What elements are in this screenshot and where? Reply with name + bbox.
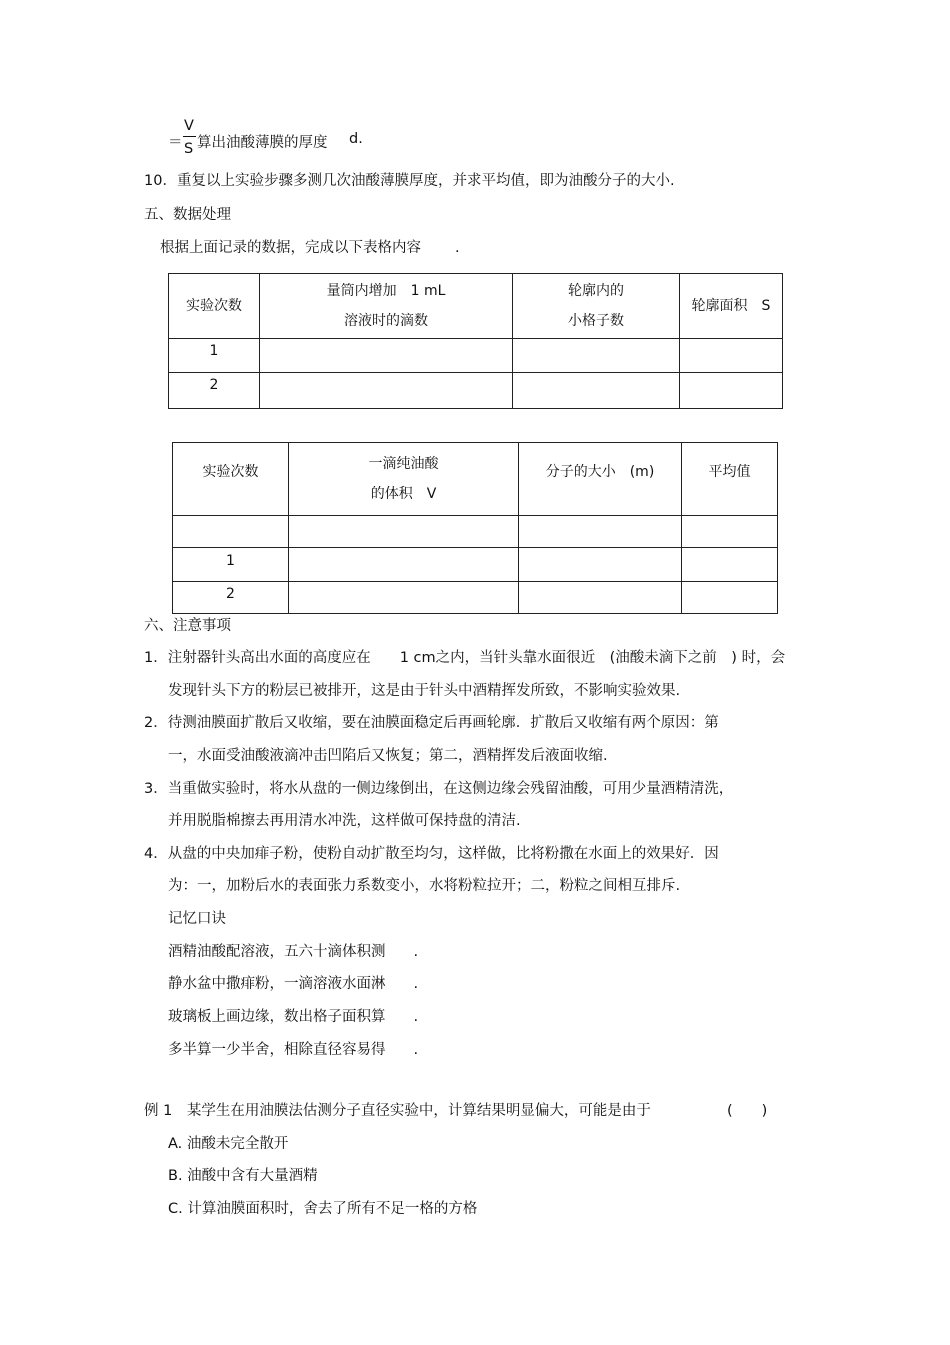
- mnemonic-title: 记忆口诀: [168, 911, 226, 927]
- note-2-line-2: 一，水面受油酸液滴冲击凹陷后又恢复；第二，酒精挥发后液面收缩.: [168, 748, 608, 764]
- table-cell: [289, 548, 519, 582]
- answer-blank: ( ): [727, 1103, 768, 1119]
- note-4-line-1: 4．从盘的中央加痱子粉，使粉自动扩散至均匀，这样做，比将粉撒在水面上的效果好．因: [144, 846, 719, 862]
- intro-text: 根据上面记录的数据，完成以下表格内容: [160, 240, 421, 256]
- table-cell: [513, 373, 680, 409]
- table-row: [169, 373, 783, 409]
- table-cell: 2: [173, 582, 289, 614]
- table-cell: 1: [169, 339, 260, 373]
- option-a: A. 油酸未完全散开: [168, 1136, 289, 1152]
- table-cell: [519, 582, 682, 614]
- table-header-row: [173, 443, 778, 516]
- mnemonic-line: 玻璃板上画边缘，数出格子面积算 .: [168, 1009, 419, 1025]
- header-trial-count: 实验次数: [169, 274, 260, 339]
- option-c: C. 计算油膜面积时，舍去了所有不足一格的方格: [168, 1201, 478, 1217]
- table-cell: [682, 516, 778, 548]
- fraction-numerator: V: [184, 118, 194, 134]
- table-cell: [682, 582, 778, 614]
- table-cell: [682, 548, 778, 582]
- section-5-intro: [160, 241, 460, 256]
- header-drops-per-ml: 量筒内增加 1 mL 溶液时的滴数: [260, 274, 513, 339]
- example-1-stem: 例 1 某学生在用油膜法估测分子直径实验中，计算结果明显偏大，可能是由于: [144, 1103, 651, 1119]
- table-row: [173, 582, 778, 614]
- table-cell: [513, 339, 680, 373]
- table-row: [169, 339, 783, 373]
- intro-dot: .: [455, 240, 460, 256]
- header-average: 平均值: [682, 443, 778, 516]
- table-row: [173, 516, 778, 548]
- table-cell: [260, 373, 513, 409]
- option-b: B. 油酸中含有大量酒精: [168, 1168, 318, 1184]
- note-2-line-1: 2．待测油膜面扩散后又收缩，要在油膜面稳定后再画轮廓．扩散后又收缩有两个原因：第: [144, 715, 719, 731]
- header-grid-count: 轮廓内的 小格子数: [513, 274, 680, 339]
- table-cell: 2: [169, 373, 260, 409]
- table-cell: [289, 516, 519, 548]
- table-cell: [519, 548, 682, 582]
- note-4-line-2: 为：一，加粉后水的表面张力系数变小，水将粉粒拉开；二，粉粒之间相互排斥.: [168, 878, 681, 894]
- header-molecule-size: 分子的大小 (m): [519, 443, 682, 516]
- table-row: [173, 548, 778, 582]
- table-cell: [260, 339, 513, 373]
- fraction-denominator: S: [184, 141, 194, 157]
- formula-symbol: d.: [349, 131, 363, 147]
- table-header-row: [169, 274, 783, 339]
- note-3-line-2: 并用脱脂棉擦去再用清水冲洗，这样做可保持盘的清洁.: [168, 813, 521, 829]
- header-drop-volume: 一滴纯油酸 的体积 V: [289, 443, 519, 516]
- mnemonic-line: 酒精油酸配溶液，五六十滴体积测 .: [168, 944, 419, 960]
- step-10: 10．重复以上实验步骤多测几次油酸薄膜厚度，并求平均值，即为油酸分子的大小.: [144, 173, 675, 189]
- header-outline-area: 轮廓面积 S: [680, 274, 783, 339]
- table-cell: [519, 516, 682, 548]
- table-cell: [680, 339, 783, 373]
- equals-sign: ＝: [168, 135, 183, 151]
- mnemonic-line: 静水盆中撒痱粉，一滴溶液水面淋 .: [168, 976, 419, 992]
- section-6-title: 六、注意事项: [144, 618, 231, 634]
- header-trial-count: 实验次数: [173, 443, 289, 516]
- fraction-bar: [183, 136, 196, 137]
- table-cell: [680, 373, 783, 409]
- section-5-title: 五、数据处理: [144, 207, 231, 223]
- formula-text: 算出油酸薄膜的厚度: [197, 135, 328, 151]
- table-cell: 1: [173, 548, 289, 582]
- table-cell: [173, 516, 289, 548]
- note-3-line-1: 3．当重做实验时，将水从盘的一侧边缘倒出，在这侧边缘会残留油酸，可用少量酒精清洗，: [144, 781, 734, 797]
- table-cell: [289, 582, 519, 614]
- thickness-formula: [168, 118, 368, 158]
- note-1-line-2: 发现针头下方的粉层已被排开，这是由于针头中酒精挥发所致，不影响实验效果.: [168, 683, 681, 699]
- data-table-1: [168, 273, 783, 409]
- data-table-2: [172, 442, 778, 614]
- mnemonic-line: 多半算一少半舍，相除直径容易得 .: [168, 1042, 419, 1058]
- note-1-line-1: 1．注射器针头高出水面的高度应在 1 cm之内，当针头靠水面很近 (油酸未滴下之前 ) 时，会: [144, 650, 786, 666]
